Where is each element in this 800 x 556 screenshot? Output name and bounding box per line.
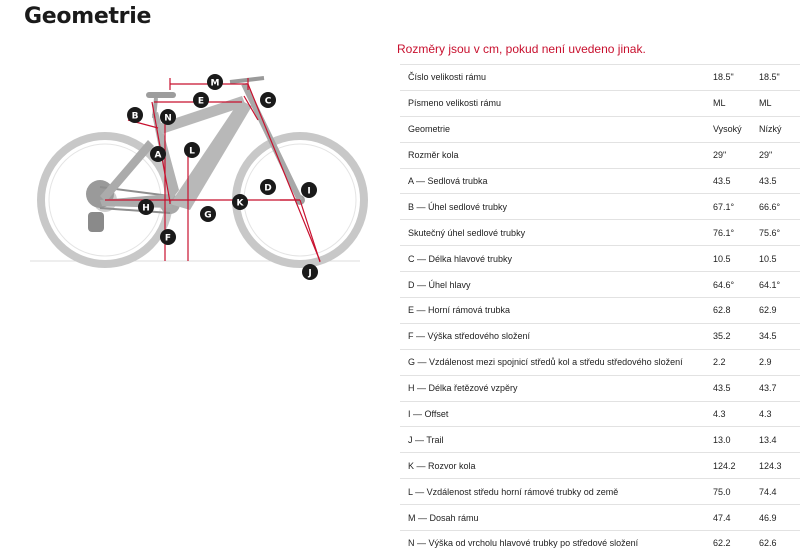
row-label: H — Délka řetězové vzpěry — [400, 375, 705, 401]
marker-n — [160, 109, 176, 125]
page-title: Geometrie — [24, 4, 152, 29]
row-label: K — Rozvor kola — [400, 453, 705, 479]
table-row — [400, 531, 800, 556]
marker-b — [127, 107, 143, 123]
row-label: A — Sedlová trubka — [400, 168, 705, 194]
table-row — [400, 194, 800, 220]
table-row — [400, 272, 800, 298]
value-variant-2: 10.5 — [753, 246, 800, 272]
value-variant-2: 74.4 — [753, 479, 800, 505]
row-label: Písmeno velikosti rámu — [400, 90, 705, 116]
table-row — [400, 142, 800, 168]
table-row — [400, 453, 800, 479]
table-row — [400, 116, 800, 142]
table-row — [400, 401, 800, 427]
svg-text:H: H — [142, 203, 150, 214]
row-label: D — Úhel hlavy — [400, 272, 705, 298]
svg-text:C: C — [264, 96, 272, 107]
value-variant-2: Nízký — [753, 116, 800, 142]
value-variant-1: 124.2 — [705, 453, 753, 479]
table-row — [400, 505, 800, 531]
row-label: L — Vzdálenost středu horní rámové trubky od země — [400, 479, 705, 505]
value-variant-1: 4.3 — [705, 401, 753, 427]
row-label: F — Výška středového složení — [400, 323, 705, 349]
marker-m — [207, 74, 223, 90]
value-variant-2: 64.1° — [753, 272, 800, 298]
value-variant-1: 35.2 — [705, 323, 753, 349]
row-label: B — Úhel sedlové trubky — [400, 194, 705, 220]
marker-d — [260, 179, 276, 195]
svg-text:L: L — [189, 146, 195, 157]
svg-text:E: E — [197, 96, 205, 107]
value-variant-2: 124.3 — [753, 453, 800, 479]
value-variant-2: 13.4 — [753, 427, 800, 453]
marker-c — [260, 92, 276, 108]
svg-text:A: A — [154, 150, 162, 161]
value-variant-1: 76.1° — [705, 220, 753, 246]
row-label: C — Délka hlavové trubky — [400, 246, 705, 272]
marker-i — [301, 182, 317, 198]
value-variant-2: 29" — [753, 142, 800, 168]
svg-text:I: I — [307, 186, 311, 197]
svg-text:N: N — [164, 113, 172, 124]
table-row — [400, 168, 800, 194]
bike-geometry-diagram — [30, 62, 370, 287]
value-variant-2: 46.9 — [753, 505, 800, 531]
table-row — [400, 220, 800, 246]
row-label: Rozměr kola — [400, 142, 705, 168]
marker-e — [193, 92, 209, 108]
value-variant-1: 62.2 — [705, 531, 753, 556]
svg-text:M: M — [210, 78, 220, 89]
row-label: Skutečný úhel sedlové trubky — [400, 220, 705, 246]
value-variant-1: 29" — [705, 142, 753, 168]
value-variant-2: ML — [753, 90, 800, 116]
value-variant-1: 62.8 — [705, 298, 753, 324]
value-variant-2: 4.3 — [753, 401, 800, 427]
table-row — [400, 90, 800, 116]
table-row — [400, 323, 800, 349]
row-label: Číslo velikosti rámu — [400, 65, 705, 91]
value-variant-2: 43.5 — [753, 168, 800, 194]
value-variant-2: 75.6° — [753, 220, 800, 246]
svg-text:J: J — [308, 268, 312, 279]
value-variant-2: 18.5" — [753, 65, 800, 91]
svg-text:G: G — [204, 210, 212, 221]
svg-text:B: B — [131, 111, 139, 122]
row-label: J — Trail — [400, 427, 705, 453]
value-variant-2: 2.9 — [753, 349, 800, 375]
table-row — [400, 479, 800, 505]
marker-j — [302, 264, 318, 280]
value-variant-1: 67.1° — [705, 194, 753, 220]
geometry-table — [400, 64, 800, 556]
marker-h — [138, 199, 154, 215]
table-row — [400, 375, 800, 401]
table-row — [400, 349, 800, 375]
value-variant-1: 18.5" — [705, 65, 753, 91]
row-label: N — Výška od vrcholu hlavové trubky po středové složení — [400, 531, 705, 556]
value-variant-1: 64.6° — [705, 272, 753, 298]
value-variant-1: 47.4 — [705, 505, 753, 531]
table-row — [400, 427, 800, 453]
row-label: M — Dosah rámu — [400, 505, 705, 531]
row-label: Geometrie — [400, 116, 705, 142]
value-variant-2: 66.6° — [753, 194, 800, 220]
table-row — [400, 298, 800, 324]
row-label: G — Vzdálenost mezi spojnicí středů kol a středu středového složení — [400, 349, 705, 375]
value-variant-1: 43.5 — [705, 168, 753, 194]
value-variant-1: ML — [705, 90, 753, 116]
svg-text:F: F — [164, 233, 172, 244]
units-note: Rozměry jsou v cm, pokud není uvedeno jinak. — [397, 42, 646, 56]
value-variant-2: 62.9 — [753, 298, 800, 324]
value-variant-1: 13.0 — [705, 427, 753, 453]
table-row — [400, 246, 800, 272]
value-variant-1: 43.5 — [705, 375, 753, 401]
row-label: I — Offset — [400, 401, 705, 427]
value-variant-2: 43.7 — [753, 375, 800, 401]
value-variant-1: 2.2 — [705, 349, 753, 375]
value-variant-2: 34.5 — [753, 323, 800, 349]
table-row — [400, 65, 800, 91]
svg-text:K: K — [236, 198, 244, 209]
row-label: E — Horní rámová trubka — [400, 298, 705, 324]
value-variant-2: 62.6 — [753, 531, 800, 556]
marker-f — [160, 229, 176, 245]
value-variant-1: 10.5 — [705, 246, 753, 272]
marker-l — [184, 142, 200, 158]
value-variant-1: 75.0 — [705, 479, 753, 505]
svg-text:D: D — [264, 183, 272, 194]
value-variant-1: Vysoký — [705, 116, 753, 142]
marker-k — [232, 194, 248, 210]
marker-g — [200, 206, 216, 222]
marker-a — [150, 146, 166, 162]
